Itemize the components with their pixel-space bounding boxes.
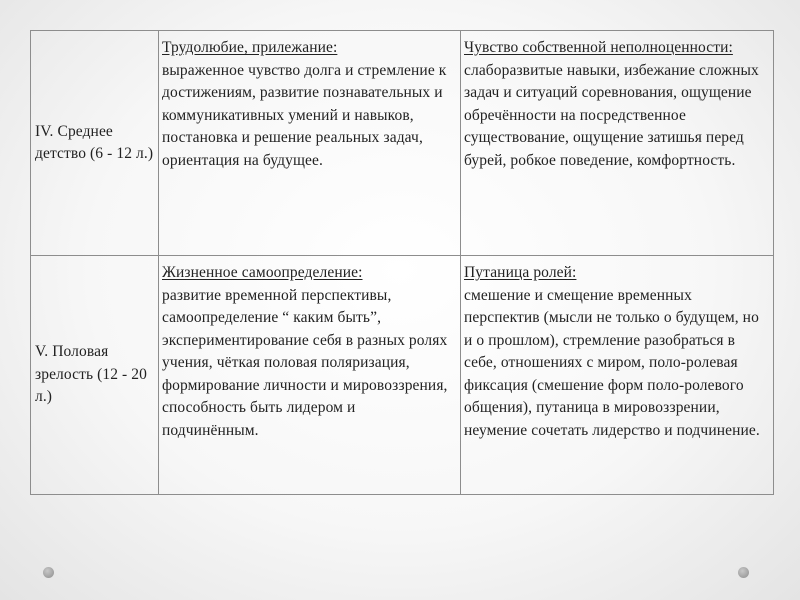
negative-title: Чувство собственной неполноценности: <box>464 39 733 56</box>
positive-title: Трудолюбие, прилежание: <box>162 39 338 56</box>
table-row <box>31 31 774 256</box>
stage-cell <box>31 31 159 256</box>
stage-label: IV. Среднее детство (6 - 12 л.) <box>35 122 154 162</box>
stage-cell <box>31 256 159 495</box>
stage-label: V. Половая зрелость (12 - 20 л.) <box>35 343 147 406</box>
positive-cell <box>159 31 461 256</box>
negative-cell <box>461 31 774 256</box>
negative-title: Путаница ролей: <box>464 264 577 281</box>
development-stages-table <box>30 30 774 495</box>
positive-text: развитие временной перспективы, самоопределение “ каким быть”, экспериментирование себя в разных ролях учения, чёткая половая поляризация, формирование личности и мировоззрения, способность быть лидером и подчинённым. <box>162 286 448 439</box>
positive-text: выраженное чувство долга и стремление к достижениям, развитие познавательных и коммуникативных умений и навыков, постановка и решение реальных задач, ориентация на будущее. <box>162 61 447 169</box>
positive-cell <box>159 256 461 495</box>
slide-bullet-right-decoration <box>738 567 749 578</box>
negative-text: слаборазвитые навыки, избежание сложных задач и ситуаций соревнования, ощущение обречённости на посредственное существование, ощущение затишья перед бурей, робкое поведение, комфортность. <box>464 61 759 169</box>
negative-cell <box>461 256 774 495</box>
positive-title: Жизненное самоопределение: <box>162 264 363 281</box>
slide-bullet-left-decoration <box>43 567 54 578</box>
table-row <box>31 256 774 495</box>
negative-text: смешение и смещение временных перспектив (мысли не только о будущем, но и о прошлом), стремление разобраться в себе, отношениях с миром, поло-ролевая фиксация (смешение форм поло-ролевого общения), путаница в мировоззрении, неумение сочетать лидерство и подчинение. <box>464 286 760 439</box>
